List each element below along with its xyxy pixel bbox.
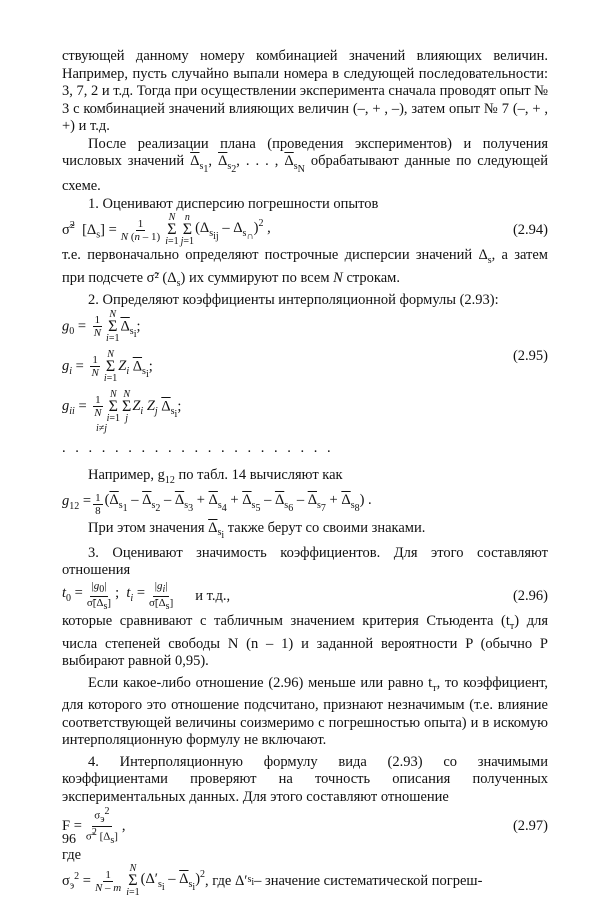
equation-2-94: σ̃$^2$ $[\Delta_s]$ = $\frac{1}{N (n - 1)}$ N Σ i=1 n Σ j=1 $(\Delta_{s_{ij}} - \Delta_{s_\cap})^2$ , (2.94) [62,212,548,248]
paragraph-intro: ствующей данному номеру комбинацией значений влияющих величин. Например, пусть случайно выпали номера в следующей последовательности: 3, 7, 2 и т.д. Тогда при осуществлении эксперимента сначала проводят опыт № 3 с комбинацией значений влияющих величин (–, + , –), затем опыт № 7 (–, + , +) и т.д. [62,48,548,134]
step-1: 1. Оценивают дисперсию погрешности опытов [88,195,379,212]
equation-2-95: $g_0$ = $\frac{1}{N}$ N Σ i=1 $\overline{\Delta}_{s_i}$; $g_i$ = $\frac{1}{N}$ N Σ i=1 $Z_i$ $\overline{\Delta}_{s_i}$; $g_{ii}$ = $\frac{1}{N}$ N Σ i=1 N Σ j $Z_i$ $Z_j$ $\overline{\Delta}_{s_i}$; i≠j (2.95) [62,308,548,434]
equation-sigma-e: $\sigma_э^2$ = $\frac{1}{N - m}$ N Σ i=1 $(\Delta'_{s_i} - \overline{\Delta}_{s_i})^2$ , где Δ′ $s_i$ – значение систематической погреш- [62,863,483,899]
paragraph-signs: При этом значения $\overline{\Delta}_{s_i}$ также берут со своими знаками. [88,519,426,542]
step-2: 2. Определяют коэффициенты интерполяционной формулы (2.93): [88,292,499,309]
paragraph-student: которые сравнивают с табличным значением критерия Стьюдента $(t_т)$ для числа степеней свободы N (n – 1) и заданной вероятности P (обычно P выбирают равной 0,95). [62,613,548,670]
paragraph-example: Например, $g_{12}$ по табл. 14 вычисляют как [88,467,343,487]
page-number: 96 [62,832,76,847]
ellipsis-divider: . . . . . . . . . . . . . . . . . . . . . [62,439,334,456]
equation-number: (2.95) [512,347,548,364]
document-page [62,48,548,898]
paragraph-processing: После реализации плана (проведения экспериментов) и получения числовых значений $\overline{\Delta}_{s_1}$, $\overline{\Delta}_{s_2}$, . . . , $\overline{\Delta}_{s_N}$ обрабатывают данные по следующей схеме. [62,135,549,195]
equation-number: (2.94) [512,221,548,238]
step-3: 3. Оценивают значимость коэффициентов. Для этого составляют отношения [62,544,548,579]
paragraph-variance-note: т.е. первоначально определяют построчные дисперсии значений $\Delta_s$, а затем при подсчете σ̃² $(\Delta_s)$ их суммируют по всем N строкам. [62,247,548,289]
equation-number: (2.96) [512,587,548,604]
word-where: где [62,846,82,863]
paragraph-significance: Если какое-либо отношение (2.96) меньше или равно $t_т$, то коэффициент, для которого это отношение подсчитано, признают незначимым (т.е. влияние соответствующей величины соизмеримо с погрешностью опыта) и в искомую интерполяционную формулу не включают. [62,674,549,749]
step-4: 4. Интерполяционную формулу вида (2.93) со значимыми коэффициентами проверяют на точность описания полученных экспериментальных данных. Для этого составляют отношение [62,753,548,805]
equation-2-97: F = $\frac{\sigma_э^2}{\sigmã^2 [\Delta_s]}$ , (2.97) [62,806,548,846]
equation-g12: $g_{12}$ = $\frac{1}{8}$ $(\overline{\Delta}_{s_1} - \overline{\Delta}_{s_2} - \overline{\Delta}_{s_3} + \overline{\Delta}_{s_4} + \overline{\Delta}_{s_5} - \overline{\Delta}_{s_6} - \overline{\Delta}_{s_7} + \overline{\Delta}_{s_8})$ . [62,491,372,518]
equation-2-96: $t_0$ = $\frac{|g_0|}{\sigmã[\Delta_s]}$ ; $t_i$ = $\frac{|g_i|}{\sigmã[\Delta_s]}$ и т.д., (2.96) [62,579,548,613]
equation-number: (2.97) [512,817,548,834]
